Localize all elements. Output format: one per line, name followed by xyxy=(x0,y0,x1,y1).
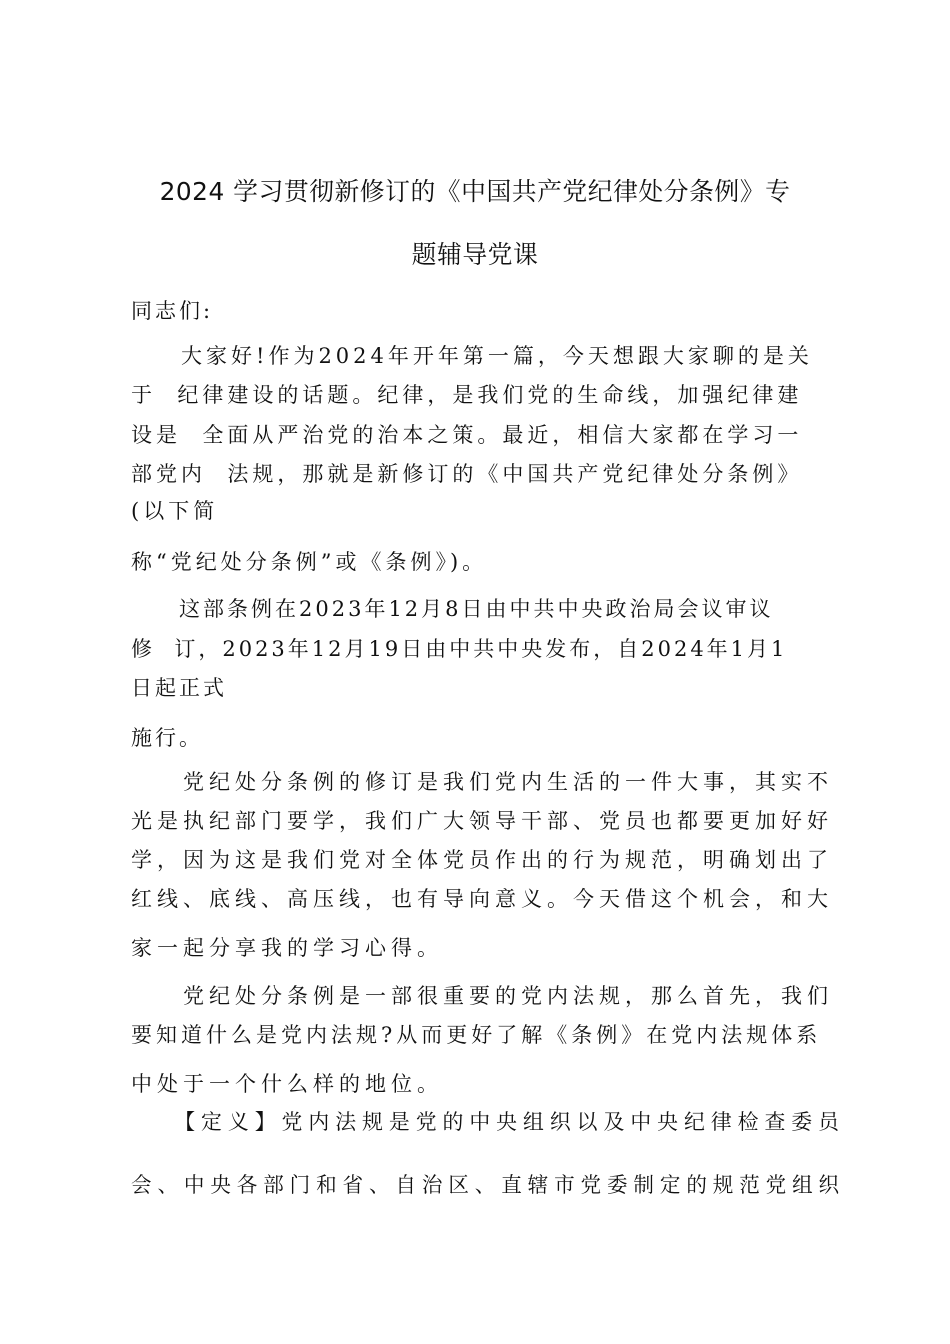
body-line: 【定义】党内法规是党的中央组织以及中央纪律检查委员 xyxy=(131,1110,845,1134)
body-line: (以下简 xyxy=(131,499,219,523)
body-line: 党纪处分条例的修订是我们党内生活的一件大事，其实不 xyxy=(131,770,833,794)
body-line: 部党内 法规，那就是新修订的《中国共产党纪律处分条例》 xyxy=(131,462,803,486)
body-line: 中处于一个什么样的地位。 xyxy=(131,1072,443,1096)
body-line: 称“党纪处分条例”或《条例》)。 xyxy=(131,550,488,574)
body-line: 要知道什么是党内法规?从而更好了解《条例》在党内法规体系 xyxy=(131,1023,822,1047)
body-line: 家一起分享我的学习心得。 xyxy=(131,936,443,960)
body-line: 红线、底线、高压线，也有导向意义。今天借这个机会，和大 xyxy=(131,887,833,911)
body-line: 党纪处分条例是一部很重要的党内法规，那么首先，我们 xyxy=(131,984,833,1008)
body-line: 光是执纪部门要学，我们广大领导干部、党员也都要更加好好 xyxy=(131,809,833,833)
body-line: 日起正式 xyxy=(131,676,227,700)
body-line: 学，因为这是我们党对全体党员作出的行为规范，明确划出了 xyxy=(131,848,833,872)
body-line: 施行。 xyxy=(131,726,203,750)
document-title: 2024 学习贯彻新修订的《中国共产党纪律处分条例》专 xyxy=(159,177,791,206)
body-line: 这部条例在2023年12月8日由中共中央政治局会议审议 xyxy=(131,597,774,621)
salutation-line: 同志们: xyxy=(131,299,214,323)
body-line: 设是 全面从严治党的治本之策。最近，相信大家都在学习一 xyxy=(131,423,803,447)
body-line: 修 订，2023年12月19日由中共中央发布，自2024年1月1 xyxy=(131,637,788,661)
document-title-continued: 题辅导党课 xyxy=(411,240,539,269)
body-line: 于 纪律建设的话题。纪律，是我们党的生命线，加强纪律建 xyxy=(131,383,803,407)
body-line: 会、中央各部门和省、自治区、直辖市党委制定的规范党组织 xyxy=(131,1173,845,1197)
body-line: 大家好!作为2024年开年第一篇，今天想跟大家聊的是关 xyxy=(131,344,813,368)
